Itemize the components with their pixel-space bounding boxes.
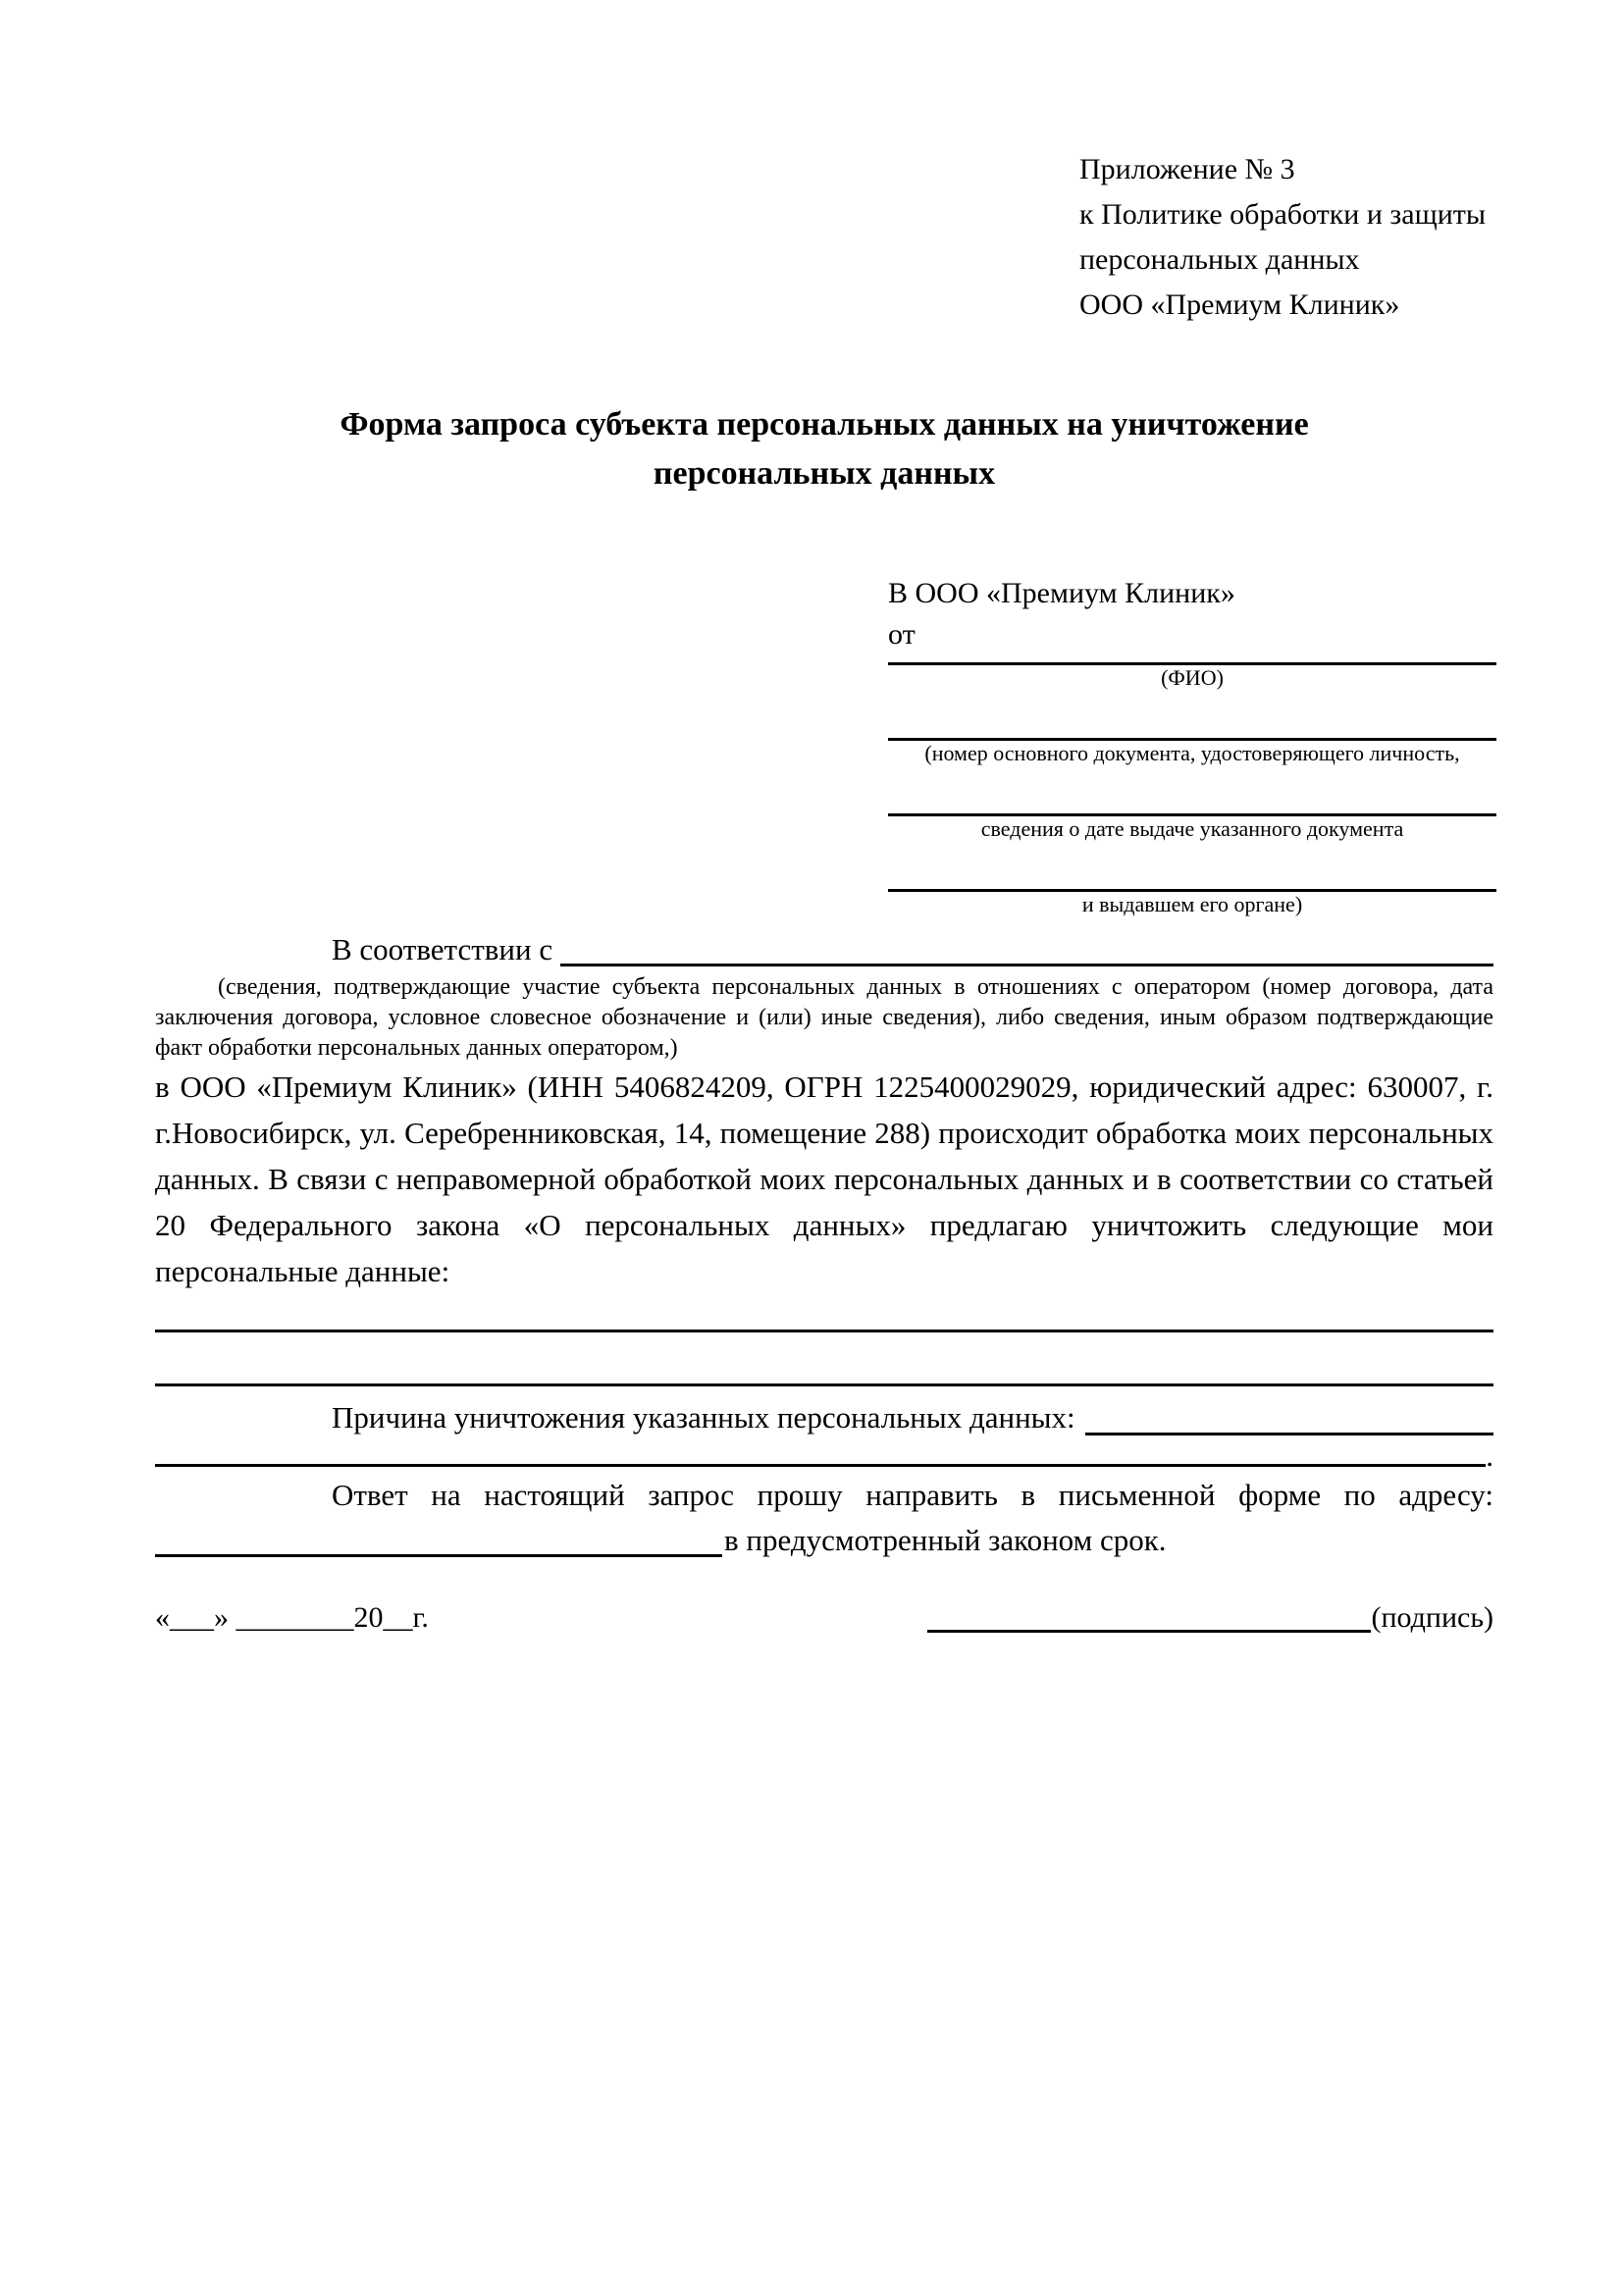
response-address-row (155, 1518, 1493, 1563)
date-field[interactable]: «___» ________20__г. (155, 1601, 429, 1634)
signature-group (927, 1596, 1493, 1640)
according-small-print: (сведения, подтверждающие участие субъекта персональных данных в отношениях с оператором (номер договора, дата заключения договора, условное словесное обозначение и (или) иные сведения), либо сведения, иным образом подтверждающие факт обработки персональных данных оператором,) (155, 974, 1493, 1061)
document-number-fill-line[interactable] (888, 730, 1496, 741)
appendix-header-line: к Политике обработки и защиты (1079, 198, 1487, 231)
reason-fill-line-2[interactable] (155, 1464, 1486, 1467)
signature-caption: (подпись) (1371, 1601, 1493, 1634)
according-fill-line[interactable] (560, 964, 1493, 966)
address-fill-line[interactable] (155, 1554, 722, 1557)
appendix-header-line: ООО «Премиум Клиник» (1079, 288, 1400, 321)
personal-data-fill-line-1[interactable] (155, 1294, 1493, 1332)
according-row (155, 927, 1493, 972)
reason-period: . (1486, 1438, 1493, 1473)
reason-row (155, 1394, 1493, 1441)
appendix-header (1079, 147, 1501, 328)
issue-date-fill-line[interactable] (888, 806, 1496, 816)
footer-row (155, 1596, 1493, 1640)
form-body (155, 927, 1493, 1640)
appendix-header-line: персональных данных (1079, 243, 1360, 276)
personal-data-fill-line-2[interactable] (155, 1332, 1493, 1386)
form-title (155, 400, 1493, 498)
reason-continuation-row (155, 1438, 1493, 1473)
addressee-organization: В ООО «Премиум Клиник» (888, 577, 1235, 609)
appendix-header-line: Приложение № 3 (1079, 153, 1295, 185)
issuing-authority-caption: и выдавшем его органе) (1081, 892, 1303, 916)
fio-caption: (ФИО) (1161, 665, 1224, 690)
fio-fill-line[interactable] (888, 654, 1496, 665)
signature-fill-line[interactable] (927, 1630, 1371, 1633)
reason-label: Причина уничтожения указанных персональных данных: (332, 1400, 1075, 1435)
document-number-caption: (номер основного документа, удостоверяющего личность, (924, 741, 1460, 765)
issuing-authority-fill-line[interactable] (888, 881, 1496, 892)
issue-date-caption: сведения о дате выдаче указанного документа (980, 816, 1404, 841)
response-request-text: Ответ на настоящий запрос прошу направить в письменной форме по адресу: (332, 1478, 1493, 1512)
main-paragraph: в ООО «Премиум Клиник» (ИНН 5406824209, ОГРН 1225400029029, юридический адрес: 630007, г. г.Новосибирск, ул. Серебренниковская, 14, помещение 288) происходит обработка моих персональных данных. В связи с неправомерной обработкой моих персональных данных и в соответствии со статьей 20 Федерального закона «О персональных данных» предлагаю уничтожить следующие мои персональные данные: (155, 1070, 1493, 1288)
response-request-end: в предусмотренный законом срок. (724, 1523, 1167, 1557)
addressee-from-label: от (888, 618, 916, 651)
reason-fill-line[interactable] (1085, 1433, 1493, 1435)
form-title-text: Форма запроса субъекта персональных данных на уничтожение персональных данных (340, 406, 1309, 492)
according-label: В соответствии с (332, 932, 553, 966)
addressee-block (888, 572, 1496, 917)
